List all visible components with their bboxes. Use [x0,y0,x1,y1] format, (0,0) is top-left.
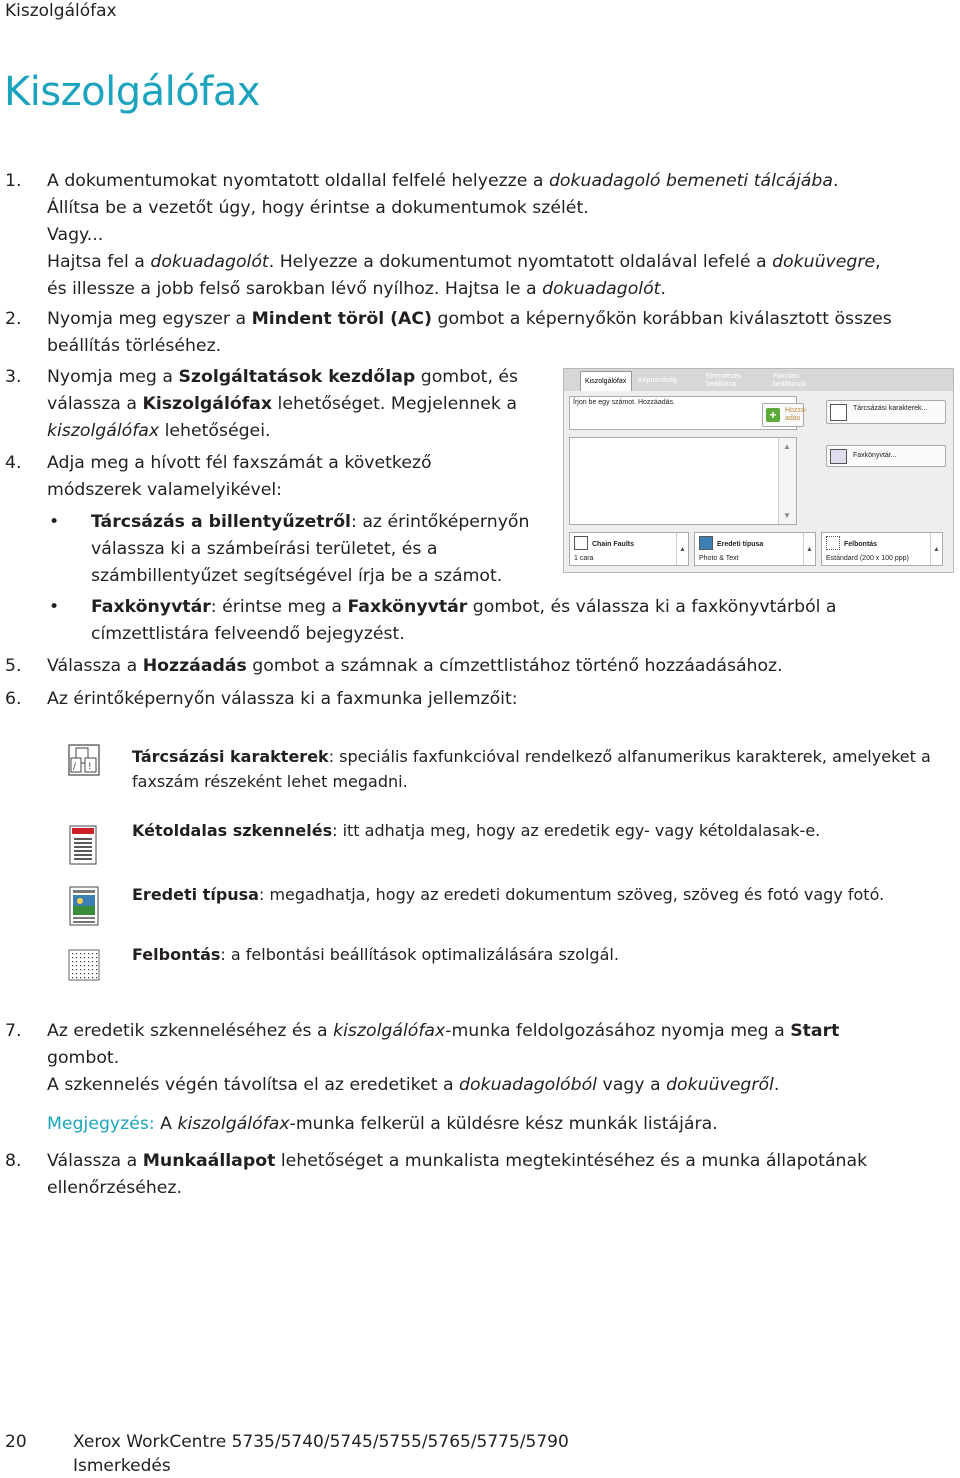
dialing-characters-label: Tárcsázási karakterek... [853,405,928,412]
tab-fax-options[interactable]: Faxolási beállítások [769,371,831,391]
bullet-dot: • [49,597,60,617]
step-7-line-1: Az eredetik szkenneléséhez és a kiszolgálófax-munka feldolgozásához nyomja meg a Start [47,1021,840,1041]
step-8-line-1: Válassza a Munkaállapot lehetőséget a munkalista megtekintéséhez és a munka állapotának [47,1151,868,1171]
step-2-line-1: Nyomja meg egyszer a Mindent töröl (AC) gombot a képernyőkön korábban kiválasztott összes [47,309,892,329]
option-arrow-icon: ▲ [930,533,942,565]
resolution-icon [68,949,100,981]
dialing-characters-icon [68,744,100,776]
feature-3-line-1: Eredeti típusa: megadhatja, hogy az eredeti dokumentum szöveg, szöveg és fotó vagy fotó. [132,885,885,904]
step-4-line-1: Adja meg a hívott fél faxszámát a következő [47,453,432,473]
add-button-label: Hozzá-adás [785,407,808,422]
two-sided-scanning-icon [68,825,100,865]
running-head: Kiszolgálófax [5,1,117,21]
option-arrow-icon: ▲ [803,533,815,565]
server-fax-screen [563,368,954,573]
page-title: Kiszolgálófax [4,69,261,115]
option-original-type[interactable] [694,532,816,566]
svg-text:/: / [73,762,77,772]
step-number: 2. [5,309,22,329]
recipient-list-scrollbar[interactable] [778,438,796,524]
plus-icon: + [766,408,780,422]
step-7-note: Megjegyzés: A kiszolgálófax-munka felkerül a küldésre kész munkák listájára. [47,1114,718,1134]
option-value: 1 cara [574,555,594,562]
step-1-line-1: A dokumentumokat nyomtatott oldallal felfelé helyezze a dokuadagoló bemeneti tálcájába. [47,171,839,191]
step-number: 3. [5,367,22,387]
option-value: Estándard (200 x 100 ppp) [826,555,909,562]
tab-bar [564,369,953,391]
tab-server-fax[interactable]: Kiszolgálófax [580,371,632,391]
step-8-line-2: ellenőrzéséhez. [47,1178,182,1198]
step-3-line-2: válassza a Kiszolgálófax lehetőséget. Megjelennek a [47,394,517,414]
step-3-line-3: kiszolgálófax lehetőségei. [47,421,271,441]
feature-4-line-1: Felbontás: a felbontási beállítások optimalizálására szolgál. [132,945,619,964]
bullet-1-line-3: számbillentyűzet segítségével írja be a számot. [91,566,503,586]
step-1-line-3: Vagy... [47,225,104,245]
feature-1-line-2: faxszám részeként lehet megadni. [132,772,408,791]
fax-book-button[interactable] [826,445,946,467]
dialing-characters-icon [830,404,847,421]
option-sides-scanned[interactable] [569,532,689,566]
dialing-characters-button[interactable] [826,400,946,424]
note-label: Megjegyzés: [47,1114,155,1134]
footer-section: Ismerkedés [73,1456,171,1476]
step-number: 7. [5,1021,22,1041]
fax-book-icon [830,449,847,464]
fax-book-label: Faxkönyvtár... [853,452,897,459]
bullet-1-line-2: válassza ki a számbeírási területet, és a [91,539,438,559]
option-arrow-icon: ▲ [676,533,688,565]
option-resolution[interactable] [821,532,943,566]
step-3-line-1: Nyomja meg a Szolgáltatások kezdőlap gombot, és [47,367,519,387]
bullet-2-line-2: címzettlistára felveendő bejegyzést. [91,624,405,644]
step-4-line-2: módszerek valamelyikével: [47,480,282,500]
add-button[interactable] [762,403,808,427]
tab-layout-adjustment[interactable]: Elrendezés beállítása [702,371,764,391]
original-type-icon [699,536,713,550]
scroll-down-icon[interactable]: ▼ [783,511,791,520]
step-1-line-4: Hajtsa fel a dokuadagolót. Helyezze a dokumentumot nyomtatott oldalával lefelé a dokuüvegre, [47,252,881,272]
feature-1-line-1: Tárcsázási karakterek: speciális faxfunkcióval rendelkező alfanumerikus karakterek, amelyeket a [132,747,931,766]
option-title: Felbontás [844,541,878,548]
bullet-dot: • [49,512,60,532]
option-title: Chain Faults [592,541,635,548]
original-type-icon [68,886,100,926]
two-sided-scanning-icon [574,536,588,550]
option-title: Eredeti típusa [717,541,764,548]
bullet-1-line-1: Tárcsázás a billentyűzetről: az érintőképernyőn [91,512,530,532]
resolution-icon [826,536,840,550]
tab-image-quality[interactable]: Képminőség [634,371,696,391]
scroll-up-icon[interactable]: ▲ [783,442,791,451]
step-7-line-3: A szkennelés végén távolítsa el az eredetiket a dokuadagolóból vagy a dokuüvegről. [47,1075,780,1095]
svg-text:!: ! [88,762,92,772]
step-5-line-1: Válassza a Hozzáadás gombot a számnak a címzettlistához történő hozzáadásához. [47,656,783,676]
step-2-line-2: beállítás törléséhez. [47,336,222,356]
step-number: 6. [5,689,22,709]
feature-2-line-1: Kétoldalas szkennelés: itt adhatja meg, hogy az eredetik egy- vagy kétoldalasak-e. [132,821,821,840]
bullet-2-line-1: Faxkönyvtár: érintse meg a Faxkönyvtár gombot, és válassza ki a faxkönyvtárból a [91,597,837,617]
step-1-line-2: Állítsa be a vezetőt úgy, hogy érintse a dokumentumok szélét. [47,198,589,218]
step-number: 8. [5,1151,22,1171]
step-6-line-1: Az érintőképernyőn válassza ki a faxmunka jellemzőit: [47,689,518,709]
fax-number-input[interactable]: Írjon be egy számot. Hozzáadás. [569,396,797,430]
footer-product-name: Xerox WorkCentre 5735/5740/5745/5755/5765/5775/5790 [73,1432,569,1452]
option-value: Photo & Text [699,555,739,562]
step-number: 1. [5,171,22,191]
footer-product [73,1430,569,1478]
step-number: 4. [5,453,22,473]
recipient-list[interactable] [569,437,797,525]
step-7-line-2: gombot. [47,1048,120,1068]
page-number: 20 [5,1432,27,1452]
step-1-line-5: és illessze a jobb felső sarokban lévő nyílhoz. Hajtsa le a dokuadagolót. [47,279,666,299]
step-number: 5. [5,656,22,676]
